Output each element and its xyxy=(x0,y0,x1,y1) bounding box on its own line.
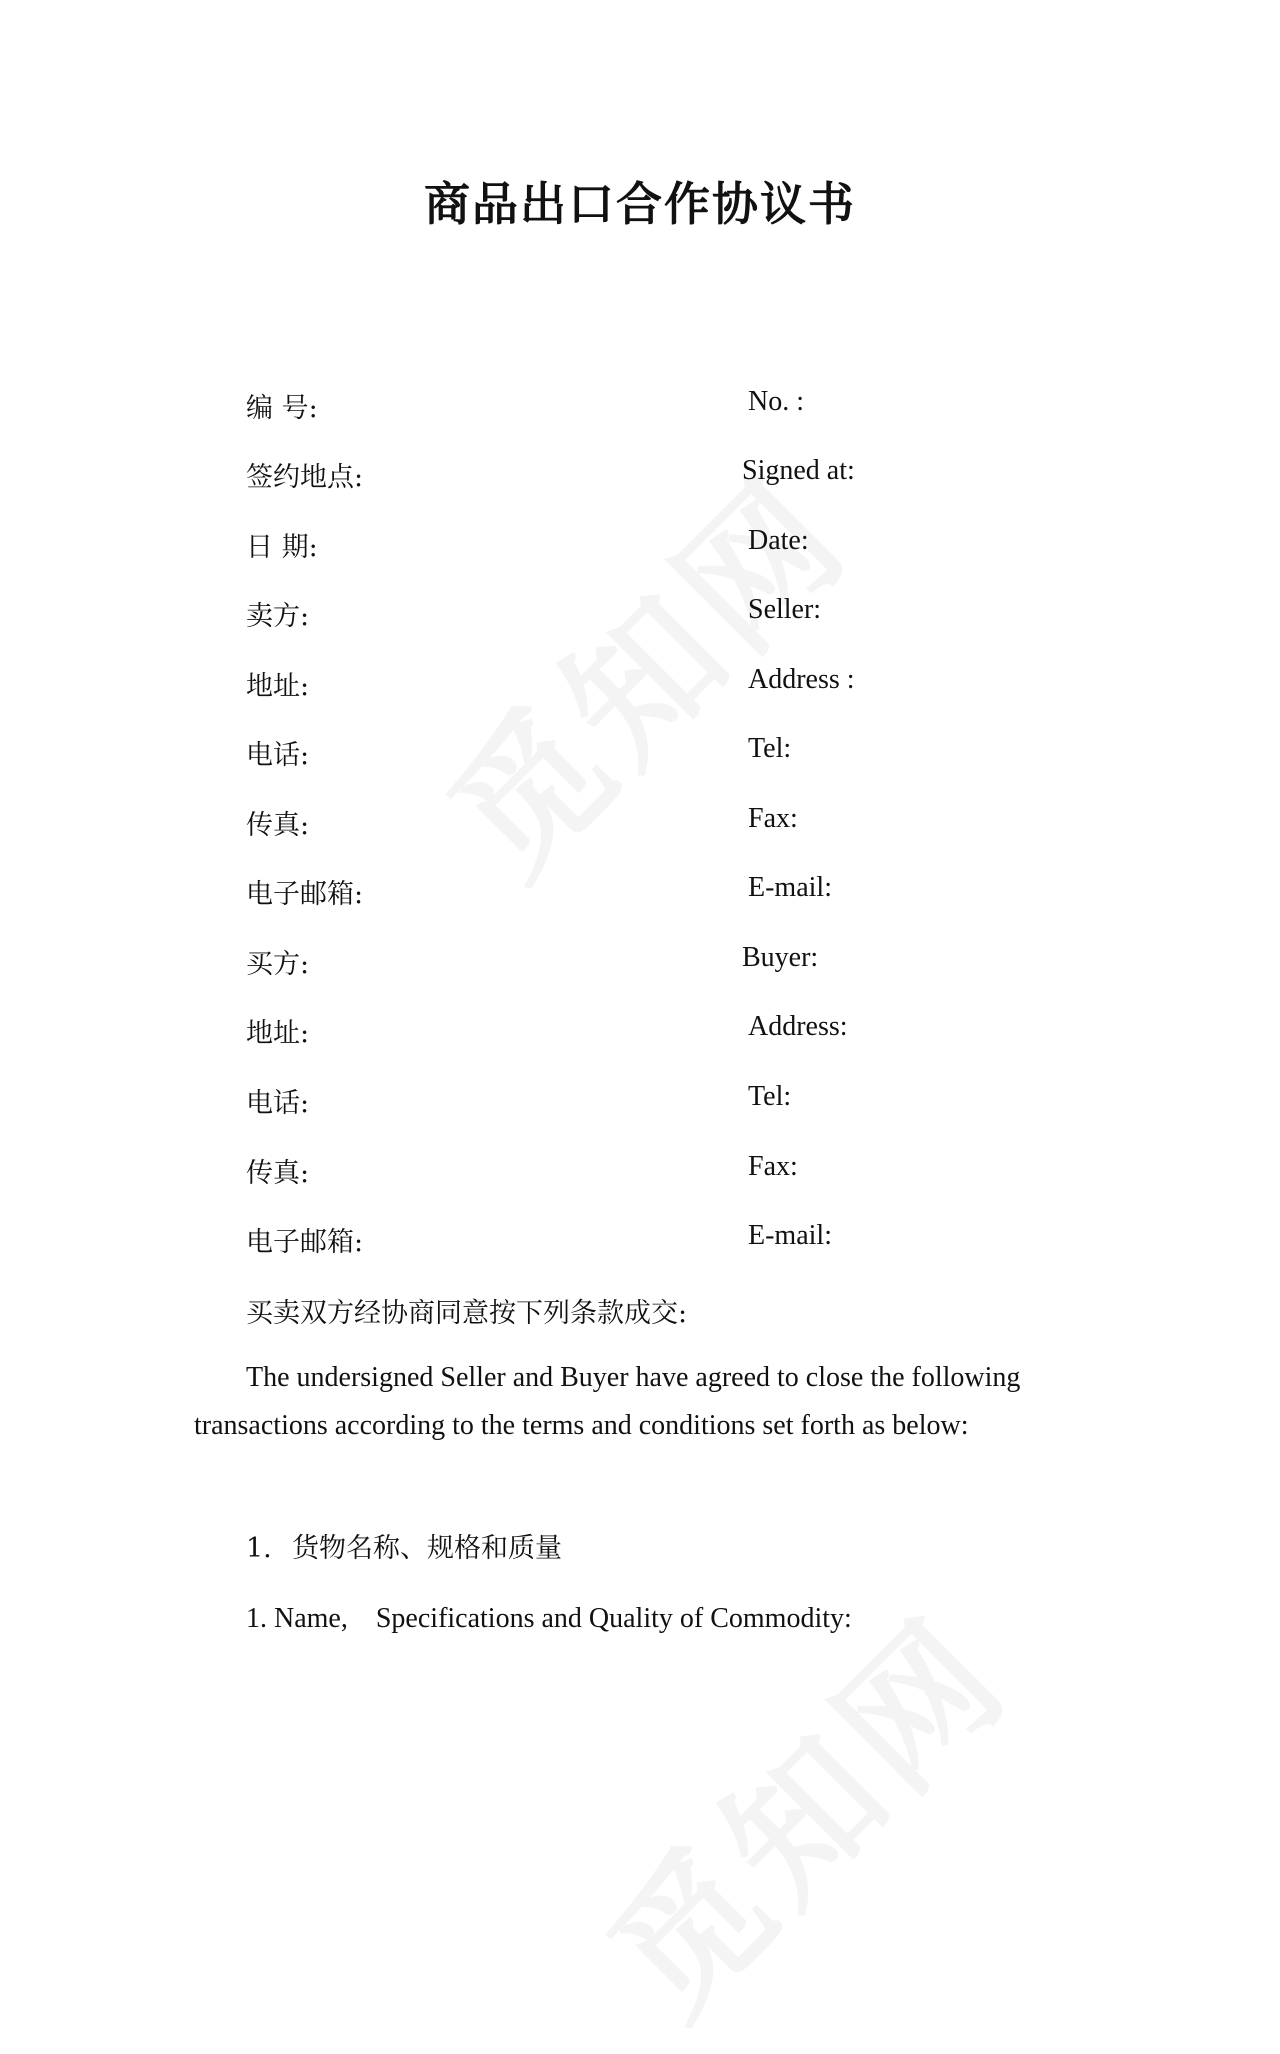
field-label-en: Tel: xyxy=(748,733,792,764)
field-label-cn: 地址: xyxy=(246,671,310,702)
field-label-cn: 传真: xyxy=(246,1158,310,1189)
field-label-en: Date: xyxy=(748,525,809,556)
field-label-en: Seller: xyxy=(748,594,822,625)
field-label-en: E-mail: xyxy=(748,1220,832,1251)
field-row-seller xyxy=(0,594,1280,634)
field-label-cn: 电子邮箱: xyxy=(246,879,364,910)
field-label-en: Signed at: xyxy=(742,455,855,486)
field-row-buyer-tel xyxy=(0,1081,1280,1121)
section-title-cn: 货物名称、规格和质量 xyxy=(292,1533,562,1564)
field-label-en: E-mail: xyxy=(748,872,832,903)
field-row-number xyxy=(0,386,1280,426)
field-row-seller-fax xyxy=(0,803,1280,843)
field-row-seller-address xyxy=(0,664,1280,704)
field-label-cn: 签约地点: xyxy=(246,462,364,493)
field-row-signed-at xyxy=(0,455,1280,495)
field-label-en: No. : xyxy=(748,386,804,417)
field-row-buyer-email xyxy=(0,1220,1280,1260)
section-number: 1. xyxy=(246,1533,272,1564)
field-row-date xyxy=(0,525,1280,565)
field-label-cn: 电子邮箱: xyxy=(246,1227,364,1258)
field-label-en: Tel: xyxy=(748,1081,792,1112)
field-label-en: Fax: xyxy=(748,803,798,834)
field-label-en: Address : xyxy=(748,664,855,695)
field-label-cn: 传真: xyxy=(246,810,310,841)
field-label-cn: 卖方: xyxy=(246,601,310,632)
section-heading-en: 1. Name, Specifications and Quality of Commodity: xyxy=(246,1603,852,1634)
field-row-buyer xyxy=(0,942,1280,982)
field-label-cn: 日 期: xyxy=(246,532,318,563)
document-title: 商品出口合作协议书 xyxy=(424,177,856,231)
field-label-cn: 电话: xyxy=(246,1088,310,1119)
field-row-seller-email xyxy=(0,872,1280,912)
agreement-text-en: The undersigned Seller and Buyer have agreed to close the following transactions according to the terms and conditions set forth as below: xyxy=(194,1362,1021,1441)
field-row-buyer-fax xyxy=(0,1151,1280,1191)
field-label-cn: 买方: xyxy=(246,949,310,980)
field-label-cn: 电话: xyxy=(246,740,310,771)
field-label-cn: 编 号: xyxy=(246,393,318,424)
field-label-cn: 地址: xyxy=(246,1018,310,1049)
agreement-text-cn: 买卖双方经协商同意按下列条款成交: xyxy=(246,1298,688,1329)
field-label-en: Fax: xyxy=(748,1151,798,1182)
field-row-seller-tel xyxy=(0,733,1280,773)
field-label-en: Address: xyxy=(748,1011,848,1042)
field-label-en: Buyer: xyxy=(742,942,819,973)
section-heading-cn xyxy=(246,1526,562,1565)
field-row-buyer-address xyxy=(0,1011,1280,1051)
